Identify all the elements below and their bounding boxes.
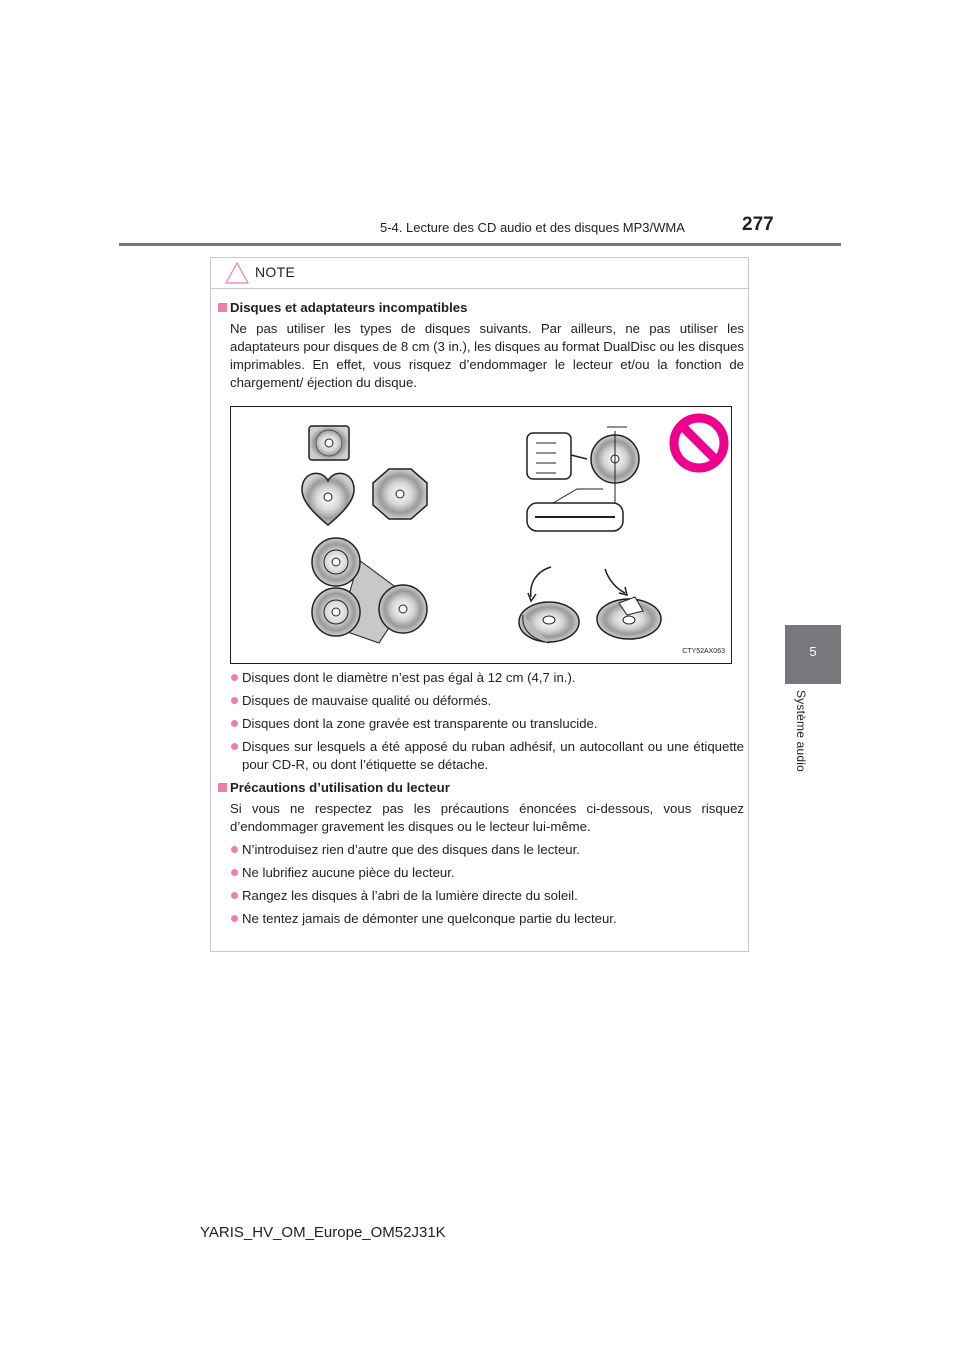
- chapter-number: 5: [809, 644, 817, 659]
- page-number: 277: [742, 214, 774, 235]
- disc-illustration: [231, 407, 733, 665]
- warning-triangle-icon: [225, 262, 249, 284]
- list-item: Disques sur lesquels a été apposé du ruban adhésif, un autocollant ou une étiquette pour CD-R, ou dont l’étiquette se détache.: [218, 738, 744, 774]
- incompatible-discs-figure: [230, 406, 732, 664]
- chapter-title: Système audio: [794, 690, 808, 772]
- footer-document-code: YARIS_HV_OM_Europe_OM52J31K: [200, 1224, 446, 1241]
- list-item: N’introduisez rien d’autre que des disques dans le lecteur.: [218, 841, 744, 859]
- square-disc-icon: [309, 426, 349, 460]
- section-heading-incompatible-discs: Disques et adaptateurs incompatibles: [218, 299, 744, 317]
- section-paragraph-incompatible-discs: Ne pas utiliser les types de disques suivants. Par ailleurs, ne pas utiliser les adaptateurs pour disques de 8 cm (3 in.), les disques au format DualDisc ou les disques imprimables. En effet, vous risquez d’endommager le lecteur et/ou la fonction de chargement/ éjection du disque.: [230, 321, 744, 390]
- header-section-title: 5-4. Lecture des CD audio et des disques MP3/WMA: [380, 220, 685, 235]
- octagon-disc-icon: [373, 469, 427, 519]
- note-box: [210, 257, 749, 952]
- list-item: Ne lubrifiez aucune pièce du lecteur.: [218, 864, 744, 882]
- figure-code: CTY52AX063: [682, 648, 725, 655]
- list-item: Disques dont le diamètre n’est pas égal à 12 cm (4,7 in.).: [218, 669, 744, 687]
- chapter-tab: [785, 625, 841, 684]
- note-body: [218, 299, 744, 928]
- section-paragraph-player-precautions: Si vous ne respectez pas les précautions énoncées ci-dessous, vous risquez d’endommager gravement les disques ou le lecteur lui-même.: [230, 801, 744, 834]
- adapter-disc-icon: [312, 538, 427, 643]
- note-header: [211, 258, 748, 289]
- section-heading-player-precautions: Précautions d’utilisation du lecteur: [218, 779, 744, 797]
- note-title: NOTE: [255, 264, 296, 280]
- heart-disc-icon: [302, 473, 354, 525]
- list-item: Disques dont la zone gravée est transparente ou translucide.: [218, 715, 744, 733]
- list-item: Disques de mauvaise qualité ou déformés.: [218, 692, 744, 710]
- list-item: Ne tentez jamais de démonter une quelconque partie du lecteur.: [218, 910, 744, 928]
- dualdisc-icon: [527, 427, 639, 531]
- header-rule: [119, 243, 841, 246]
- prohibition-icon: [674, 418, 724, 468]
- peeling-label-disc-icon: [519, 567, 661, 643]
- list-item: Rangez les disques à l’abri de la lumière directe du soleil.: [218, 887, 744, 905]
